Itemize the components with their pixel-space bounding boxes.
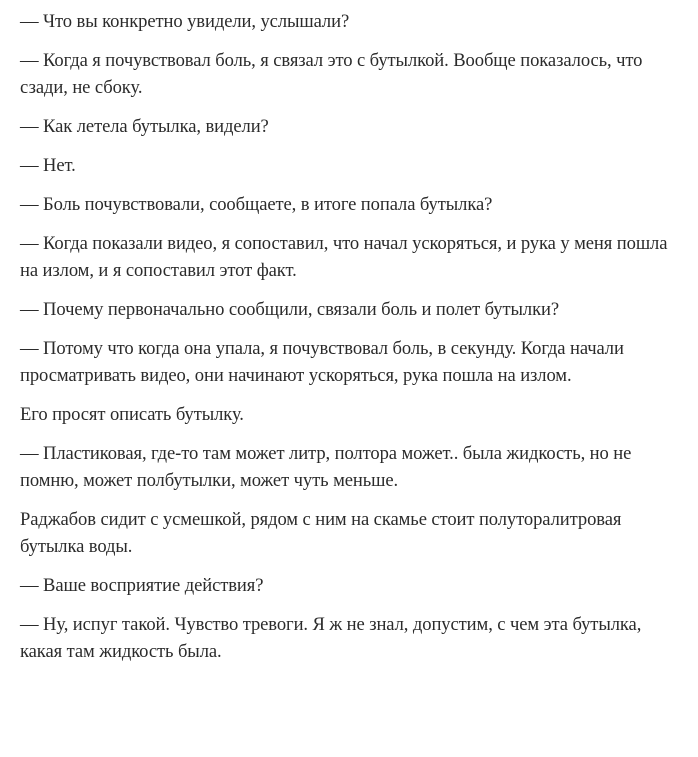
- paragraph-question-seen-heard: — Что вы конкретно увидели, услышали?: [20, 11, 350, 32]
- paragraph-question-initially-reported: — Почему первоначально сообщили, связали боль и полет бутылки?: [20, 299, 560, 320]
- paragraph-answer-fear: — Ну, испуг такой. Чувство тревоги. Я ж не знал, допустим, с чем эта бутылка, какая там жидкость была.: [20, 614, 642, 662]
- paragraph-question-bottle-flight: — Как летела бутылка, видели?: [20, 116, 269, 137]
- paragraph-question-perception: — Ваше восприятие действия?: [20, 575, 264, 596]
- paragraph-question-pain-bottle-hit: — Боль почувствовали, сообщаете, в итоге попала бутылка?: [20, 194, 493, 215]
- paragraph-answer-because-fell: — Потому что когда она упала, я почувствовал боль, в секунду. Когда начали просматривать видео, они начинают ускоряться, рука пошла на излом.: [20, 338, 624, 386]
- paragraph-answer-felt-pain: — Когда я почувствовал боль, я связал это с бутылкой. Вообще показалось, что сзади, не сбоку.: [20, 50, 643, 98]
- paragraph-narration-radzhabov: Раджабов сидит с усмешкой, рядом с ним на скамье стоит полуторалитровая бутылка воды.: [20, 509, 622, 557]
- paragraph-answer-video-compared: — Когда показали видео, я сопоставил, что начал ускоряться, и рука у меня пошла на излом, и я сопоставил этот факт.: [20, 233, 668, 281]
- paragraph-answer-plastic-bottle: — Пластиковая, где-то там может литр, полтора может.. была жидкость, но не помню, может полбутылки, может чуть меньше.: [20, 443, 632, 491]
- paragraph-answer-no: — Нет.: [20, 155, 76, 176]
- paragraph-narration-describe-bottle: Его просят описать бутылку.: [20, 404, 244, 425]
